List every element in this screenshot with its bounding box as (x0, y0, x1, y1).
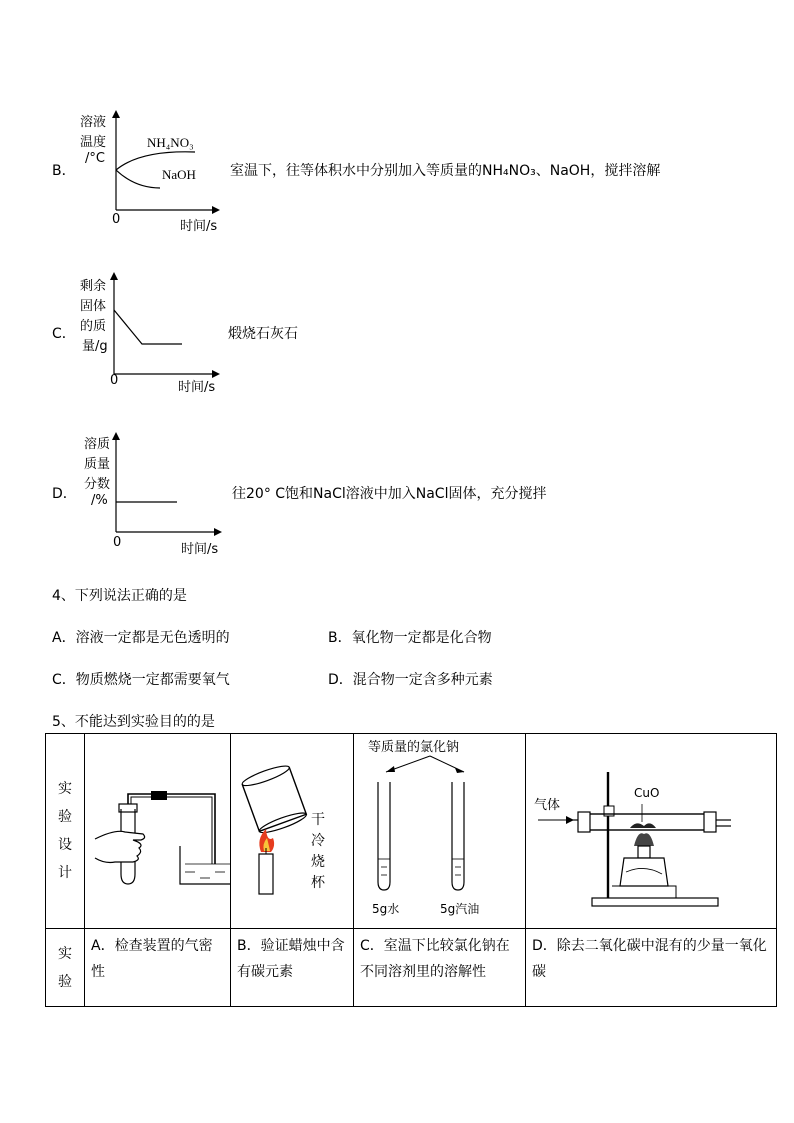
c-y-label-2: 固体 (80, 299, 107, 314)
design-c-cell (354, 734, 526, 929)
b-y-label-1: 溶液 (80, 115, 107, 130)
c-description: 煅烧石灰石 (228, 326, 298, 342)
design-row-label (46, 734, 85, 929)
d-origin: 0 (113, 535, 122, 550)
design-row (46, 734, 777, 929)
c-y-label-3: 的质 (80, 319, 107, 334)
graph-b (100, 110, 230, 220)
q4-option-c: C．物质燃烧一定都需要氧气 (52, 672, 230, 688)
b-origin: 0 (112, 212, 121, 227)
design-d-cell (526, 734, 777, 929)
design-label-char: 验 (58, 809, 72, 825)
b-label-char: 干 (311, 812, 325, 828)
q4-option-a: A．溶液一定都是无色透明的 (52, 630, 230, 646)
c-gasoline-label: 5g汽油 (440, 902, 480, 916)
b-label-char: 杯 (311, 875, 325, 891)
d-y-label-4: /% (91, 493, 108, 508)
b-x-label: 时间/s (180, 219, 218, 234)
option-b-letter: B． (52, 163, 76, 179)
b-x-arrow (212, 206, 220, 214)
c-y-label-4: 量/g (82, 339, 108, 354)
d-y-arrow (112, 432, 120, 440)
d-description: 往20° C饱和NaCl溶液中加入NaCl固体，充分搅拌 (232, 486, 547, 502)
design-label-char: 设 (58, 837, 72, 853)
design-label-char: 实 (58, 781, 72, 797)
d-gas-label: 气体 (534, 798, 561, 813)
c-y-arrow (110, 272, 118, 280)
d-x-arrow (214, 528, 222, 536)
q5-stem: 5、不能达到实验目的的是 (52, 714, 215, 730)
c-y-label-1: 剩余 (80, 279, 107, 294)
option-c-letter: C． (52, 326, 76, 342)
q4-option-b: B．氧化物一定都是化合物 (328, 630, 492, 646)
goal-row-label (46, 929, 85, 1007)
d-cuo-label: CuO (634, 786, 660, 800)
c-x-label: 时间/s (178, 380, 216, 395)
graph-d (102, 432, 232, 542)
experiment-table (45, 733, 777, 1007)
b-label-char: 冷 (311, 833, 325, 849)
b-y-label-2: 温度 (80, 135, 107, 150)
goal-c: C．室温下比较氯化钠在不同溶剂里的溶解性 (354, 929, 526, 1007)
b-description: 室温下，往等体积水中分别加入等质量的NH₄NO₃、NaOH，搅拌溶解 (230, 163, 661, 179)
c-water-label: 5g水 (372, 902, 400, 916)
b-label-char: 烧 (311, 854, 325, 870)
b-curve1-label: NH₄NO₃ (147, 135, 194, 150)
cuo-reduction-apparatus (526, 734, 772, 924)
graph-c (100, 272, 230, 382)
airtight-check-apparatus (85, 734, 230, 924)
b-cold-beaker-label (311, 810, 327, 894)
q4-option-d: D．混合物一定含多种元素 (328, 672, 493, 688)
solubility-tubes (354, 734, 525, 924)
b-curve-naoh (116, 170, 160, 188)
c-origin: 0 (110, 373, 119, 388)
q4-stem: 4、下列说法正确的是 (52, 588, 187, 604)
c-top-label: 等质量的氯化钠 (368, 740, 460, 755)
goal-row (46, 929, 777, 1007)
design-a-cell (85, 734, 231, 929)
b-y-label-3: /°C (85, 151, 105, 166)
goal-label-char: 验 (58, 973, 72, 990)
goal-a: A．检查装置的气密性 (85, 929, 231, 1007)
d-y-label-1: 溶质 (84, 437, 111, 452)
d-x-label: 时间/s (181, 542, 219, 557)
goal-d: D．除去二氧化碳中混有的少量一氧化碳 (526, 929, 777, 1007)
candle-beaker-apparatus (231, 734, 353, 924)
design-b-cell (231, 734, 354, 929)
d-y-label-3: 分数 (84, 477, 111, 492)
option-d-letter: D． (52, 486, 77, 502)
goal-label-char: 实 (58, 945, 72, 962)
b-curve2-label: NaOH (162, 167, 196, 182)
d-y-label-2: 质量 (84, 457, 111, 472)
b-y-arrow (112, 110, 120, 118)
c-mass-line (114, 310, 182, 344)
goal-b: B．验证蜡烛中含有碳元素 (231, 929, 354, 1007)
design-label-char: 计 (58, 865, 72, 881)
